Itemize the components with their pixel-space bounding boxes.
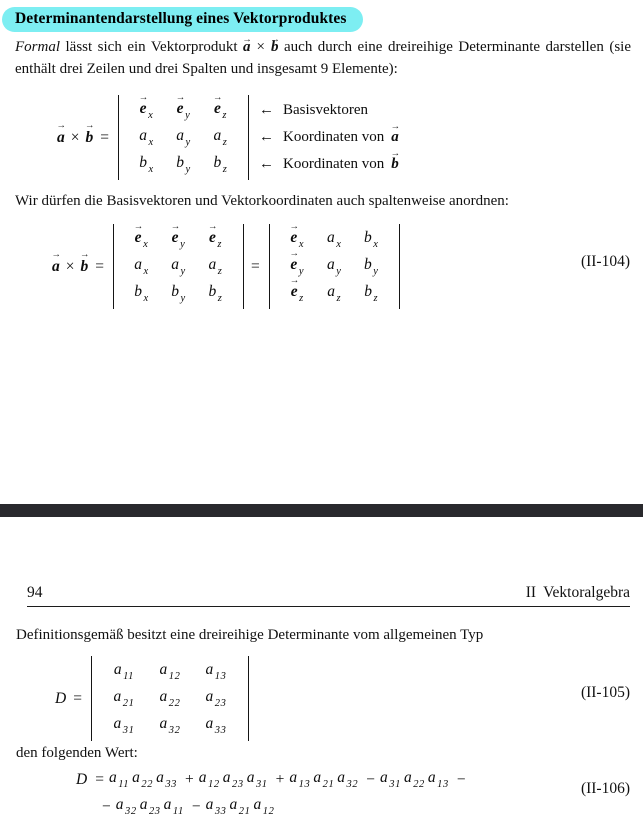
math-token: → e $_y$ (177, 100, 191, 120)
vector-b-symbol: → b (391, 156, 399, 173)
math-token: a $_{21}$ (229, 796, 251, 817)
math-token: a $_x$ (139, 127, 154, 148)
math-token: → e $_z$ (291, 283, 304, 303)
math-token: D (76, 770, 88, 788)
chapter-running-title (526, 584, 630, 602)
math-token: → e $_x$ (140, 100, 154, 120)
equals-sign: = (100, 128, 109, 146)
math-token: − (366, 770, 375, 788)
math-token: = (95, 770, 104, 788)
equation-lhs (55, 690, 91, 708)
paragraph-intro (15, 37, 631, 80)
determinant-D-symbol: D (55, 689, 67, 707)
math-token: a $_z$ (213, 127, 228, 148)
matrix-row (101, 658, 239, 685)
math-token: b $_z$ (364, 283, 379, 304)
matrix-row (123, 280, 234, 307)
paragraph-columnwise: Wir dürfen die Basisvektoren und Vektorkoordinaten auch spaltenweise anordnen: (15, 193, 509, 209)
math-token: a $_{12}$ (159, 661, 181, 682)
math-token: a $_{31}$ (380, 769, 401, 790)
math-token: b $_y$ (363, 256, 379, 277)
page-header (27, 584, 630, 607)
section-heading: Determinantendarstellung eines Vektorproduktes (15, 10, 347, 27)
section-heading-highlight (2, 7, 363, 32)
matrix-row (279, 280, 390, 307)
equation-number-II-106: (II-106) (580, 780, 630, 797)
page-separator-bar (0, 504, 643, 517)
matrix-row (123, 226, 234, 253)
math-token: + (185, 770, 194, 788)
math-token: a $_{33}$ (156, 769, 178, 790)
equation-number-II-104: (II-104) (580, 253, 630, 270)
math-token: b $_x$ (363, 229, 379, 250)
equation-lhs (57, 129, 118, 147)
math-token: b $_y$ (171, 283, 186, 304)
math-token: a $_{21}$ (113, 688, 135, 709)
math-token: a $_{22}$ (159, 688, 181, 709)
matrix-row (101, 712, 239, 739)
equals-sign: = (251, 257, 260, 275)
left-arrow-icon: ← (259, 102, 274, 118)
left-arrow-icon: ← (259, 156, 274, 172)
paragraph-intro-text-2: auch durch eine dreireihige Determinante darstellen (sie enthält drei Zeilen und drei Spalten und insgesamt 9 Elemente): (15, 39, 631, 77)
math-token: a $_{23}$ (205, 688, 227, 709)
expansion-line-2 (97, 793, 471, 820)
annotation-coordinates-a (259, 124, 399, 151)
math-token: a $_{13}$ (205, 661, 227, 682)
math-token: b $_x$ (134, 283, 149, 304)
annotation-basis-vectors (259, 97, 399, 124)
math-token: a $_{31}$ (113, 715, 135, 736)
vector-a-symbol: → a (57, 129, 65, 147)
left-arrow-icon: ← (259, 129, 274, 145)
matrix-row (128, 97, 239, 124)
math-token: → e $_x$ (135, 229, 149, 249)
vector-b-symbol: → b (81, 258, 89, 276)
math-token: a $_y$ (171, 256, 186, 277)
math-token: a $_{12}$ (253, 796, 275, 817)
math-token: a $_z$ (327, 283, 342, 304)
annotation-label: Basisvektoren (283, 102, 368, 118)
equation-II-104 (52, 224, 400, 309)
math-token: a $_{11}$ (108, 769, 130, 790)
math-token: b $_x$ (139, 154, 154, 175)
math-token: a $_{13}$ (427, 769, 449, 790)
math-token: a $_{21}$ (313, 769, 335, 790)
math-token: − (456, 770, 466, 788)
math-token: → e $_y$ (290, 256, 304, 276)
math-token: b $_z$ (213, 154, 228, 175)
determinant-matrix-basis-rows (118, 95, 249, 180)
matrix-row (123, 253, 234, 280)
math-token: − (102, 797, 111, 815)
matrix-row (128, 124, 239, 151)
vector-a-symbol: → a (391, 129, 399, 146)
chapter-number: II (525, 584, 537, 601)
chapter-title: Vektoralgebra (543, 584, 630, 601)
math-token: a $_{32}$ (115, 796, 137, 817)
math-token: a $_{31}$ (246, 769, 268, 790)
cross-product-sign: × (256, 39, 265, 55)
math-token: a $_{11}$ (113, 661, 135, 682)
math-token: → e $_z$ (214, 100, 227, 120)
math-token: a $_{22}$ (132, 769, 154, 790)
emphasis-formal: Formal (15, 39, 60, 55)
math-token: a $_z$ (208, 256, 223, 277)
math-token: + (275, 770, 285, 788)
cross-product-sign: × (70, 128, 80, 146)
paragraph-value: den folgenden Wert: (16, 745, 138, 761)
expansion-line-1 (76, 766, 471, 793)
row-annotations (259, 97, 399, 178)
math-token: a $_{11}$ (163, 796, 184, 817)
math-token: → e $_z$ (209, 229, 222, 249)
vector-b-symbol: → b (271, 37, 279, 59)
equation-II-106 (76, 766, 471, 820)
math-token: b $_y$ (176, 154, 191, 175)
math-token: a $_{12}$ (198, 769, 220, 790)
math-token: a $_y$ (176, 127, 191, 148)
math-token: a $_{33}$ (205, 715, 227, 736)
determinant-matrix-rowwise (113, 224, 244, 309)
equals-sign: = (73, 689, 82, 707)
math-token: a $_x$ (134, 256, 149, 277)
cross-product-sign: × (65, 257, 75, 275)
math-token: a $_y$ (326, 256, 342, 277)
math-token: a $_x$ (326, 229, 342, 250)
math-token: a $_{13}$ (289, 769, 311, 790)
equation-number-II-105: (II-105) (580, 684, 630, 701)
math-token: → e $_y$ (172, 229, 186, 249)
page-number: 94 (27, 584, 43, 601)
equation-vector-product-determinant (57, 95, 399, 180)
math-token: a $_{33}$ (205, 796, 227, 817)
math-token: → e $_x$ (290, 229, 304, 249)
math-token: a $_{22}$ (403, 769, 425, 790)
equals-sign: = (95, 257, 104, 275)
vector-a-symbol: → a (52, 258, 60, 276)
math-token: − (191, 797, 201, 815)
annotation-label: Koordinaten von (283, 156, 385, 172)
math-token: a $_{32}$ (337, 769, 359, 790)
determinant-matrix-columnwise (269, 224, 400, 309)
paragraph-definition: Definitionsgemäß besitzt eine dreireihige Determinante vom allgemeinen Typ (16, 627, 484, 643)
equation-lhs (52, 258, 113, 276)
vector-a-symbol: → a (243, 37, 251, 59)
math-token: a $_{23}$ (139, 796, 161, 817)
paragraph-intro-text-1: lässt sich ein Vektorprodukt (60, 39, 244, 55)
annotation-label: Koordinaten von (283, 129, 385, 145)
math-token: a $_{23}$ (222, 769, 244, 790)
math-token: b $_z$ (208, 283, 223, 304)
vector-b-symbol: → b (86, 129, 94, 147)
equation-II-105 (55, 656, 249, 741)
matrix-row (128, 151, 239, 178)
annotation-coordinates-b (259, 151, 399, 178)
determinant-matrix-general (91, 656, 249, 741)
matrix-row (101, 685, 239, 712)
math-token: a $_{32}$ (159, 715, 181, 736)
